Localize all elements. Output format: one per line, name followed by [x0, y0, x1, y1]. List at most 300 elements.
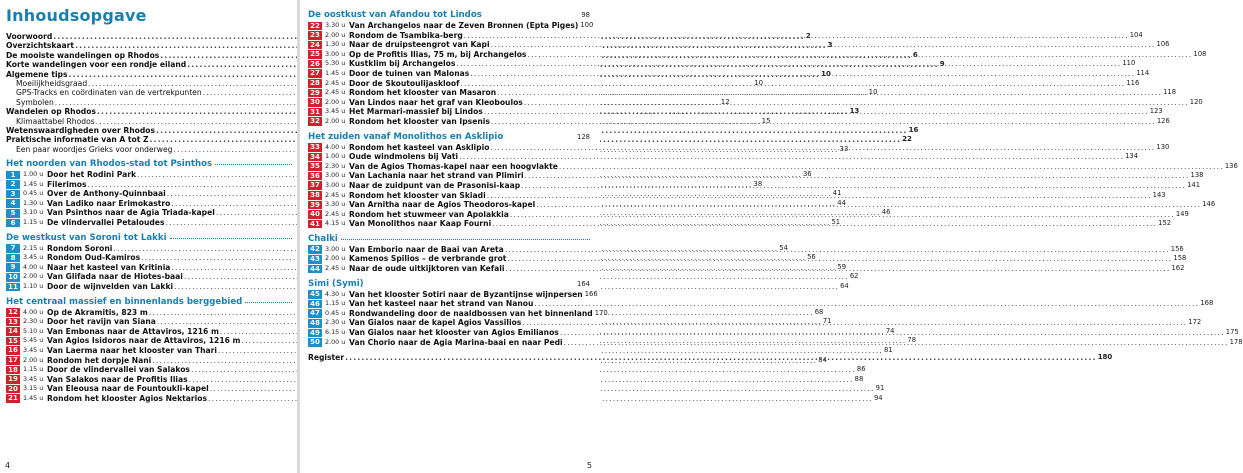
leader-dots [459, 152, 1124, 162]
walk-number-badge: 29 [308, 89, 322, 98]
walk-page: 46 [881, 208, 891, 217]
toc-entry-page: 33 [839, 144, 849, 153]
walk-duration: 3.00 u [325, 244, 346, 253]
section-heading [308, 10, 590, 21]
walk-title: Van het klooster Sotiri naar de Byzantijnse wijnpersen [349, 289, 583, 299]
walk-entry[interactable] [6, 374, 864, 385]
walk-entry[interactable] [308, 171, 1204, 181]
walk-duration: 4.15 u [325, 219, 346, 228]
section-heading [6, 297, 292, 308]
walk-number-badge: 50 [308, 338, 322, 347]
walk-page: 71 [822, 317, 832, 326]
walk-entry[interactable] [6, 345, 893, 356]
section-spacer [6, 228, 292, 231]
walk-number-badge: 47 [308, 309, 322, 318]
toc-entry-label: De mooiste wandelingen op Rhodos [6, 50, 160, 60]
walk-title: Het Marmari-massief bij Lindos [349, 107, 483, 117]
walk-title: Kustklim bij Archangelos [349, 59, 456, 69]
walk-title: Rondom het klooster van Masaron [349, 88, 497, 98]
walk-title: Op de Akramitis, 823 m [47, 307, 148, 317]
walk-title: Van Gialos naar het klooster van Agios Emilianos [349, 328, 559, 338]
walk-title: De vlindervallei Petaloudes [47, 218, 165, 228]
section-spacer [308, 229, 590, 232]
walk-number-badge: 35 [308, 162, 322, 171]
walk-title: Van Embonas naar de Attaviros, 1216 m [47, 326, 219, 336]
walk-page: 78 [907, 336, 917, 345]
walk-entry[interactable] [308, 337, 1243, 348]
walk-duration: 2.00 u [23, 355, 44, 364]
walk-duration: 1.30 u [325, 40, 346, 49]
walk-title: Naar de druipsteengrot van Kapi [349, 40, 490, 50]
walk-title: Door de tuinen van Malonas [349, 68, 470, 78]
walk-page: 44 [837, 198, 846, 207]
walk-page: 116 [1126, 78, 1140, 87]
toc-entry-label: Korte wandelingen voor een rondje eiland [6, 60, 187, 70]
walk-number-badge: 44 [308, 265, 322, 274]
toc-entry-page: 10 [821, 69, 831, 78]
walk-duration: 1.45 u [325, 68, 346, 77]
leader-dots [527, 50, 1192, 60]
leader-dots [487, 191, 1152, 201]
toc-entry-label: Algemene tips [6, 69, 68, 79]
walk-page: 84 [818, 355, 827, 364]
walk-duration: 4.30 u [325, 289, 346, 298]
leader-dots [534, 299, 1199, 309]
walk-duration: 2.30 u [23, 317, 44, 326]
walk-page: 36 [802, 170, 812, 179]
walk-number-badge: 18 [6, 366, 20, 375]
leader-dots [505, 264, 1170, 274]
leader-dots [521, 181, 1186, 191]
walk-number-badge: 34 [308, 153, 322, 162]
toc-entry[interactable] [6, 125, 919, 135]
walk-title: Naar de oude uitkijktoren van Kefali [349, 264, 505, 274]
walk-title: Door het Rodini Park [47, 170, 136, 180]
walk-page: 126 [1156, 116, 1170, 125]
walk-title: Van Arnitha naar de Agios Theodoros-kapel [349, 200, 536, 210]
toc-entry-page: 9 [939, 60, 945, 69]
walk-page: 110 [1122, 59, 1136, 68]
walk-page: 86 [856, 365, 866, 374]
toc-entry-page: 2 [805, 31, 811, 40]
walk-number-badge: 26 [308, 60, 322, 69]
leader-dots [510, 210, 1175, 220]
toc-entry-label: Praktische informatie van A tot Z [6, 135, 149, 145]
walk-number-badge: 4 [6, 199, 20, 208]
leader-dots [507, 254, 1172, 264]
walk-number-badge: 46 [308, 300, 322, 309]
walk-title: Van Eleousa naar de Fountoukli-kapel [47, 384, 209, 394]
walk-number-badge: 11 [6, 283, 20, 292]
walk-number-badge: 49 [308, 329, 322, 338]
walk-duration: 0.45 u [23, 189, 44, 198]
walk-page: 149 [1175, 209, 1189, 218]
walk-entry[interactable] [308, 30, 1143, 41]
walk-number-badge: 17 [6, 356, 20, 365]
walk-number-badge: 45 [308, 290, 322, 299]
walk-entry[interactable] [308, 152, 1139, 162]
walk-page: 143 [1152, 190, 1166, 199]
register-label: Register [308, 353, 345, 363]
walk-number-badge: 5 [6, 209, 20, 218]
walk-title: Van het kasteel naar het strand van Nanou [349, 299, 534, 309]
section-rule [245, 302, 292, 303]
walk-entry[interactable] [6, 393, 883, 404]
walk-number-badge: 37 [308, 181, 322, 190]
walk-page: 118 [1163, 88, 1177, 97]
walk-entry[interactable] [308, 289, 598, 300]
section-heading [308, 234, 590, 245]
walk-page: 38 [753, 179, 763, 188]
walk-title: Van Laerma naar het klooster van Thari [47, 345, 218, 355]
walk-duration: 2.45 u [325, 88, 346, 97]
walk-page: 62 [849, 272, 859, 281]
walk-number-badge: 19 [6, 375, 20, 384]
leader-dots [525, 171, 1190, 181]
walk-duration: 1.00 u [325, 152, 346, 161]
walk-page: 123 [1149, 107, 1163, 116]
walk-page: 172 [1188, 318, 1202, 327]
walk-page: 170 [594, 308, 608, 317]
walk-title: Van Agios Isidoros naar de Attaviros, 1216 m [47, 336, 241, 346]
walk-entry[interactable] [308, 142, 1170, 153]
walk-title: Op de Profitis Ilias, 75 m, bij Archangelos [349, 49, 527, 59]
walk-title: Rondom het klooster van Ipsenis [349, 116, 490, 126]
walk-duration: 2.00 u [325, 97, 346, 106]
walk-entry[interactable] [308, 299, 1214, 309]
walk-number-badge: 2 [6, 180, 20, 189]
leader-dots [505, 245, 1170, 255]
walk-duration: 5.45 u [23, 336, 44, 345]
walk-duration: 2.15 u [23, 243, 44, 252]
toc-entry-label: Voorwoord [6, 31, 53, 41]
walk-title: Rondom Soroni [47, 243, 113, 253]
walk-number-badge: 22 [308, 22, 322, 31]
leader-dots [490, 143, 1155, 153]
walk-title: Rondwandeling door de naaldbossen van het binnenland [349, 308, 593, 318]
walk-duration: 1.15 u [23, 218, 44, 227]
walk-number-badge: 6 [6, 219, 20, 228]
section-heading-label: Het zuiden vanaf Monolithos en Asklipio [308, 131, 504, 142]
toc-entry-page: 22 [902, 135, 912, 144]
section-spacer [6, 292, 292, 295]
walk-title: Rondom Oud-Kamiros [47, 253, 141, 263]
walk-page: 158 [1173, 254, 1187, 263]
walk-page: 104 [1129, 30, 1143, 39]
walk-title: Door de Skoutoulijaskloof [349, 78, 460, 88]
toc-entry-page: 10 [754, 78, 764, 87]
section-heading-page: 164 [577, 279, 590, 288]
walk-duration: 3.10 u [23, 208, 44, 217]
walk-page: 91 [875, 384, 885, 393]
walk-title: Van Ladiko naar Erimokastro [47, 198, 171, 208]
leader-dots [491, 117, 1156, 127]
leader-dots [345, 353, 1097, 362]
walk-duration: 3.45 u [23, 374, 44, 383]
toc-entry-page: 15 [761, 116, 771, 125]
walk-page: 106 [1156, 40, 1170, 49]
walk-number-badge: 25 [308, 50, 322, 59]
toc-entry-label: Moeilijkheidsgraad [16, 78, 88, 88]
walk-duration: 4.00 u [23, 307, 44, 316]
walk-title: Van de Agios Thomas-kapel naar een hoogvlakte [349, 161, 558, 171]
section-heading-label: De westkust van Soroni tot Lakki [6, 232, 167, 243]
leader-dots [497, 88, 1162, 98]
walk-page: 156 [1170, 244, 1184, 253]
walk-page: 178 [1229, 337, 1243, 346]
walk-number-badge: 9 [6, 263, 20, 272]
toc-entry-page: 12 [720, 97, 730, 106]
walk-title: Oude windmolens bij Vati [349, 152, 459, 162]
walk-entry[interactable] [6, 365, 866, 375]
walk-duration: 3.00 u [325, 180, 346, 189]
walk-page: 100 [580, 21, 594, 29]
walk-duration: 5.10 u [23, 326, 44, 335]
walk-duration: 4.00 u [325, 142, 346, 151]
section-heading [6, 233, 292, 244]
toc-entry-label: Wetenswaardigheden over Rhodos [6, 125, 155, 135]
walk-duration: 1.15 u [325, 299, 346, 308]
toc-entry-page: 13 [849, 107, 860, 116]
walk-page: 138 [1190, 171, 1204, 180]
walk-number-badge: 23 [308, 31, 322, 40]
walk-number-badge: 8 [6, 254, 20, 263]
walk-title: Van Monolithos naar Kaap Fourni [349, 219, 492, 229]
walk-duration: 3.45 u [23, 253, 44, 262]
walk-page: 81 [883, 345, 893, 354]
section-heading-page: 128 [577, 132, 590, 141]
walk-duration: 2.45 u [325, 264, 346, 273]
walk-duration: 3.30 u [325, 21, 346, 29]
page-number-right: 5 [586, 461, 592, 470]
walk-entry[interactable] [6, 384, 885, 394]
walk-number-badge: 39 [308, 201, 322, 210]
walk-duration: 3.30 u [325, 200, 346, 209]
walk-duration: 5.30 u [325, 59, 346, 68]
walk-duration: 2.00 u [23, 272, 44, 281]
leader-dots [522, 318, 1187, 328]
walk-title: Rondom het klooster Agios Nektarios [47, 393, 207, 403]
walk-page: 64 [840, 282, 849, 291]
section-spacer [6, 154, 292, 157]
walk-number-badge: 27 [308, 69, 322, 78]
page-number-left: 4 [5, 461, 11, 470]
walk-title: Van Glifada naar de Hiotes-baai [47, 272, 183, 282]
walk-duration: 2.00 u [325, 254, 346, 263]
leader-dots [484, 107, 1149, 117]
walk-number-badge: 42 [308, 245, 322, 254]
leader-dots [524, 98, 1189, 108]
walk-duration: 0.45 u [325, 308, 346, 317]
walk-entry[interactable] [308, 49, 1207, 60]
register-page: 180 [1097, 353, 1113, 362]
walk-number-badge: 31 [308, 108, 322, 117]
walk-title: Door de wijnvelden van Lakki [47, 282, 174, 292]
walk-duration: 2.30 u [325, 318, 346, 327]
walk-entry[interactable] [308, 59, 1136, 69]
walk-duration: 2.00 u [325, 30, 346, 39]
walk-number-badge: 13 [6, 318, 20, 327]
section-rule [215, 164, 292, 165]
leader-dots [560, 328, 1225, 338]
walk-number-badge: 38 [308, 191, 322, 200]
walk-number-badge: 43 [308, 255, 322, 264]
toc-entry-label: Overzichtskaart [6, 41, 75, 51]
section-heading [6, 159, 292, 170]
walk-number-badge: 48 [308, 319, 322, 328]
walk-title: Door het ravijn van Siana [47, 317, 156, 327]
walk-duration: 1.45 u [23, 179, 44, 188]
section-heading-label: De oostkust van Afandou tot Lindos [308, 10, 482, 20]
walk-title: Van Chorio naar de Agia Marina-baai en naar Pedi [349, 337, 563, 347]
toc-entry-label: Een paar woordjes Grieks voor onderweg [16, 144, 173, 154]
walk-title: Over de Anthony-Quinnbaai [47, 189, 166, 199]
leader-dots [564, 338, 1229, 348]
walk-duration: 1.45 u [23, 393, 44, 402]
walk-number-badge: 16 [6, 346, 20, 355]
walk-entry[interactable] [308, 161, 1238, 172]
walk-title: Filerimos [47, 179, 87, 189]
walk-page: 59 [837, 262, 847, 271]
walk-duration: 3.00 u [325, 49, 346, 58]
walk-title: Van Lachania naar het strand van Plimiri [349, 171, 524, 181]
walk-page: 168 [1200, 299, 1214, 308]
walk-page: 130 [1156, 142, 1170, 151]
leader-dots [536, 200, 1201, 210]
walk-entry[interactable] [308, 40, 1170, 50]
walk-entry[interactable] [6, 272, 859, 282]
walk-title: Van Psinthos naar de Agia Triada-kapel [47, 208, 215, 218]
section-spacer [308, 127, 590, 130]
walk-number-badge: 10 [6, 273, 20, 282]
walk-duration: 2.45 u [325, 78, 346, 87]
toc-entry-label: Symbolen [16, 97, 54, 107]
walk-number-badge: 1 [6, 171, 20, 180]
walk-page: 120 [1189, 97, 1203, 106]
walk-page: 134 [1125, 152, 1139, 161]
walk-duration: 2.30 u [325, 161, 346, 170]
walk-duration: 2.00 u [325, 116, 346, 125]
section-heading-label: Het noorden van Rhodos-stad tot Psinthos [6, 159, 213, 170]
walk-number-badge: 14 [6, 327, 20, 336]
walk-page: 94 [873, 393, 883, 402]
walk-title: Rondom het stuwmeer van Apolakkia [349, 209, 509, 219]
walk-title: Naar het kasteel van Kritinia [47, 262, 171, 272]
walk-duration: 6.15 u [325, 328, 346, 337]
walk-page: 146 [1202, 200, 1216, 209]
walk-duration: 1.15 u [23, 365, 44, 374]
walk-duration: 3.00 u [325, 171, 346, 180]
walk-duration: 1.00 u [23, 170, 44, 179]
section-heading-label: Simi (Symi) [308, 278, 364, 289]
walk-page: 141 [1187, 180, 1201, 189]
walk-page: 68 [814, 307, 824, 316]
walk-duration: 3.45 u [325, 107, 346, 116]
walk-title: Door de vlindervallei van Salakos [47, 365, 190, 375]
section-rule [170, 238, 292, 239]
walk-duration: 2.00 u [325, 337, 346, 346]
walk-entry[interactable] [308, 107, 1163, 117]
section-heading [308, 279, 590, 290]
walk-number-badge: 36 [308, 172, 322, 181]
walk-number-badge: 21 [6, 394, 20, 403]
walk-number-badge: 7 [6, 244, 20, 253]
leader-dots [456, 59, 1121, 69]
walk-title: Van Lindos naar het graf van Kleoboulos [349, 97, 523, 107]
leader-dots [470, 69, 1135, 79]
walk-entry[interactable] [308, 21, 594, 31]
walk-duration: 2.45 u [325, 209, 346, 218]
walk-number-badge: 40 [308, 210, 322, 219]
walk-number-badge: 20 [6, 385, 20, 394]
walk-number-badge: 15 [6, 337, 20, 346]
walk-number-badge: 12 [6, 308, 20, 317]
walk-title: Rondom het dorpje Nani [47, 355, 152, 365]
walk-page: 175 [1225, 328, 1239, 337]
toc-entry-label: Wandelen op Rhodos [6, 107, 96, 117]
walk-page: 108 [1193, 49, 1207, 58]
toc-entry-page: 3 [827, 41, 833, 50]
section-heading-page: 98 [581, 11, 590, 19]
walk-title: Kamenos Spilios – de verbrande grot [349, 254, 507, 264]
walk-duration: 1.30 u [23, 198, 44, 207]
walk-duration: 2.45 u [325, 190, 346, 199]
walk-title: Van Salakos naar de Profitis Ilias [47, 374, 188, 384]
walk-page: 152 [1158, 219, 1172, 228]
walk-page: 136 [1224, 161, 1238, 170]
section-heading-label: Het centraal massief en binnenlands berggebied [6, 296, 243, 307]
toc-entry-label: GPS-Tracks en coördinaten van de vertrekpunten [16, 88, 202, 98]
walk-page: 162 [1171, 264, 1185, 273]
walk-page: 56 [807, 253, 816, 262]
walk-page: 166 [584, 289, 598, 298]
leader-dots [491, 40, 1156, 50]
walk-page: 88 [854, 374, 864, 383]
walk-number-badge: 41 [308, 220, 322, 229]
toc-entry-page: 16 [908, 125, 919, 134]
walk-number-badge: 28 [308, 79, 322, 88]
walk-number-badge: 32 [308, 117, 322, 126]
walk-number-badge: 30 [308, 98, 322, 107]
walk-duration: 3.45 u [23, 345, 44, 354]
walk-page: 74 [885, 326, 895, 335]
walk-number-badge: 3 [6, 190, 20, 199]
walk-entry[interactable] [308, 308, 608, 319]
walk-title: Rondom het klooster van Skiadi [349, 190, 486, 200]
walk-page: 41 [832, 189, 842, 198]
walk-number-badge: 33 [308, 143, 322, 152]
walk-title: Naar de zuidpunt van de Prasonisi-kaap [349, 180, 521, 190]
walk-page: 51 [831, 218, 841, 227]
walk-title: Van Archangelos naar de Zeven Bronnen (Epta Piges) [349, 21, 579, 30]
walk-title: Van Gialos naar de kapel Agios Vassilios [349, 318, 522, 328]
walk-entry[interactable] [308, 97, 1203, 108]
page-title: Inhoudsopgave [6, 6, 147, 25]
toc-entry-page: 6 [912, 50, 918, 59]
walk-duration: 4.00 u [23, 262, 44, 271]
walk-duration: 1.10 u [23, 282, 44, 291]
toc-entry-page: 10 [868, 88, 878, 97]
section-spacer [308, 274, 590, 277]
section-heading [308, 132, 590, 143]
walk-duration: 3.15 u [23, 384, 44, 393]
walk-title: Rondom de Tsambika-berg [349, 30, 463, 40]
walk-page: 54 [779, 243, 788, 252]
section-rule [341, 239, 590, 240]
toc-entry-label: Klimaattabel Rhodos [16, 116, 95, 126]
leader-dots [460, 79, 1125, 89]
leader-dots [559, 162, 1224, 172]
